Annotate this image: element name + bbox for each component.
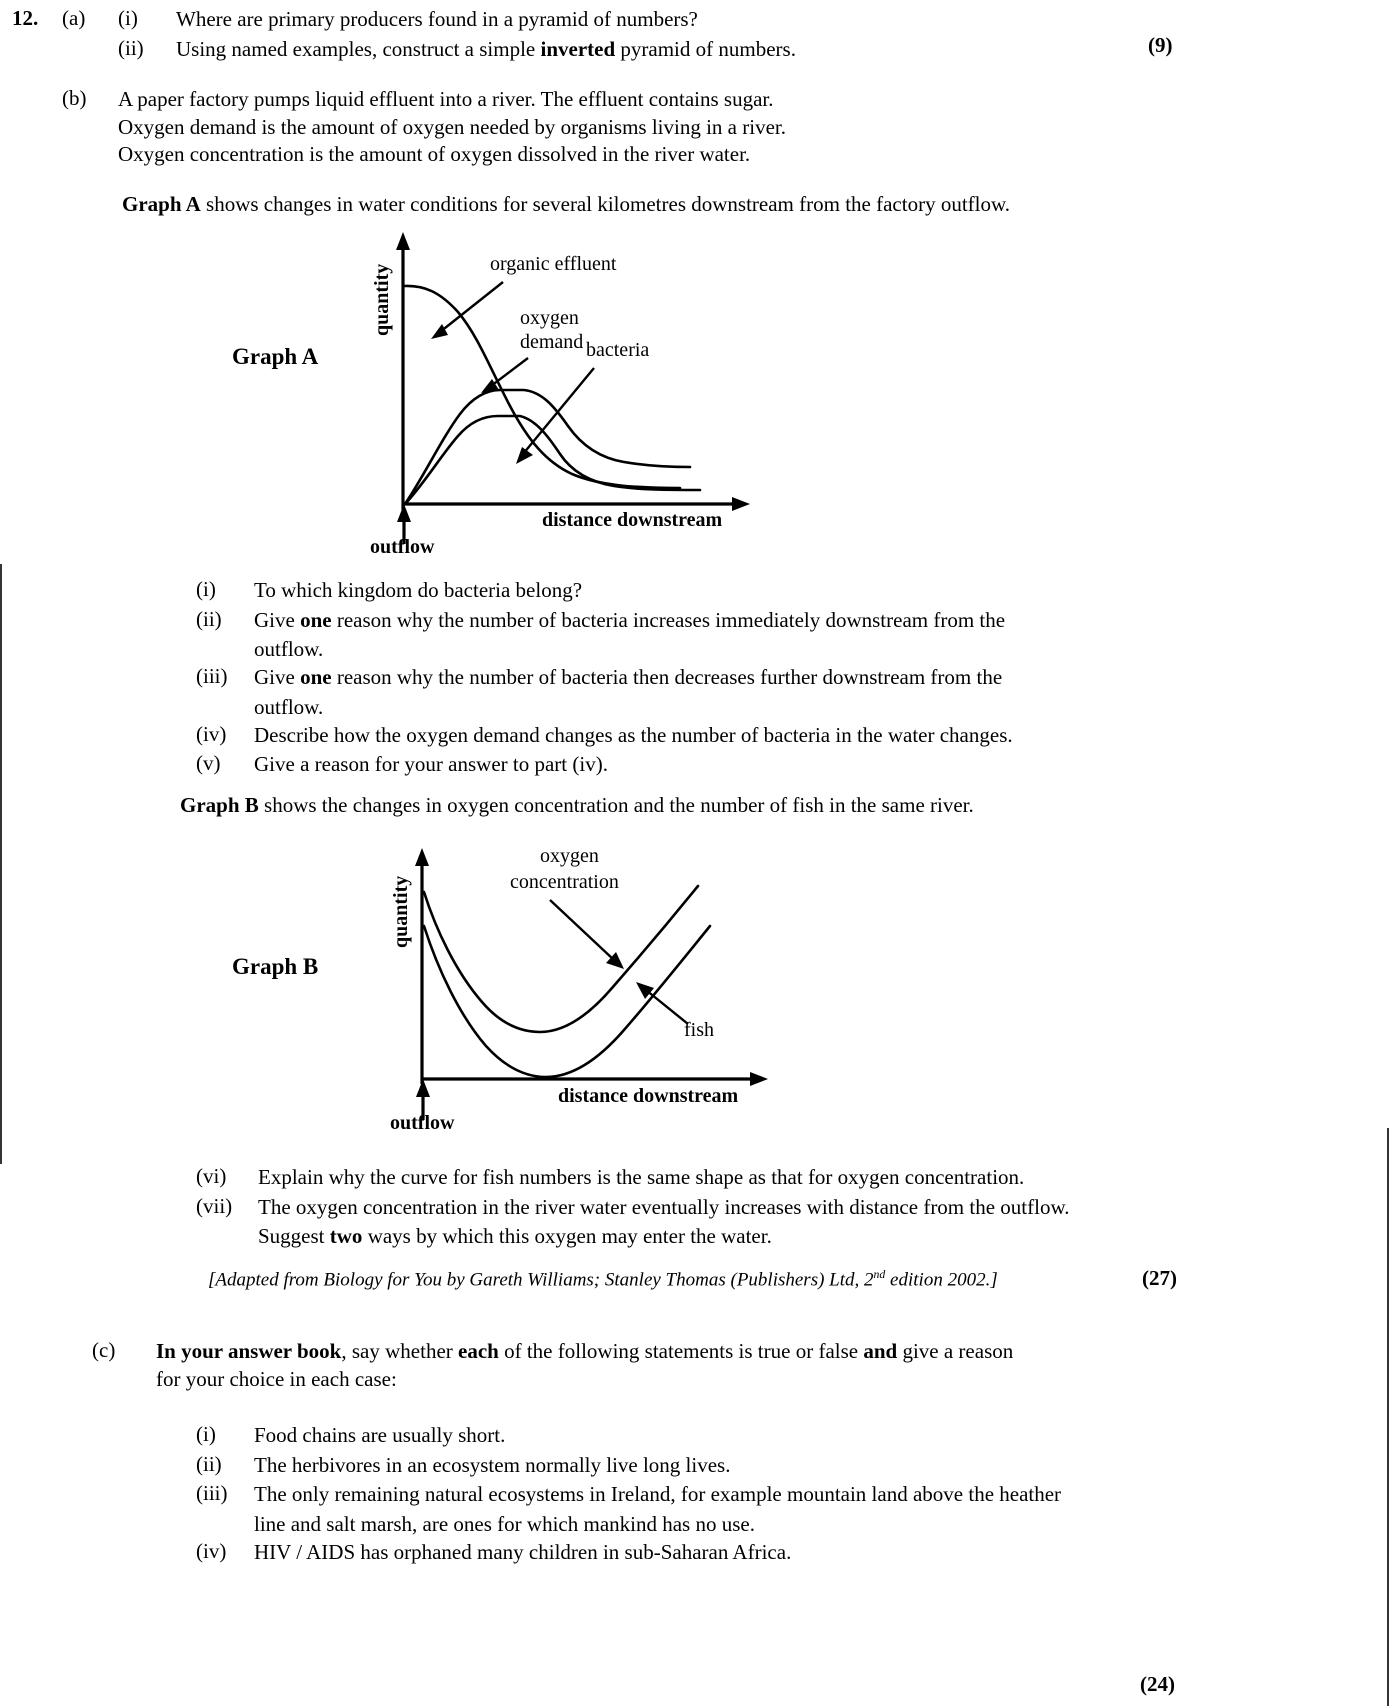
question-part-c [0, 1338, 1389, 1393]
question-item [196, 722, 1196, 750]
item-text: Describe how the oxygen demand changes as the number of bacteria in the water changes. [254, 722, 1013, 747]
item-text [254, 607, 1196, 635]
graph-a-x-axis-label: distance downstream [542, 509, 723, 531]
item-continuation: outflow. [254, 637, 324, 662]
part-c-intro-line-1 [0, 1338, 1389, 1366]
item-text-ii [176, 36, 796, 64]
item-post: reason why the number of bacteria then decreases further downstream from the [331, 665, 1003, 690]
question-item [196, 1481, 1206, 1509]
item-marker: (iv) [196, 1538, 227, 1563]
graph-b-x-axis [422, 1072, 768, 1086]
item-text: HIV / AIDS has orphaned many children in sub-Saharan Africa. [254, 1539, 792, 1564]
question-item [196, 607, 1196, 635]
part-c-intro-text-2: for your choice in each case: [156, 1366, 397, 1391]
graph-b-figure [228, 836, 808, 1146]
item-continuation: line and salt marsh, are ones for which mankind has no use. [254, 1512, 755, 1537]
graph-a-label-organic-effluent: organic effluent [490, 253, 617, 275]
question-item [196, 1194, 1206, 1222]
part-b-line-1 [0, 86, 1389, 114]
question-item [196, 1164, 1206, 1192]
graph-b-svg [228, 836, 808, 1146]
part-b-text-3: Oxygen concentration is the amount of oxygen dissolved in the river water. [118, 142, 751, 167]
part-c-mid-2: of the following statements is true or false [498, 1339, 864, 1363]
item-post: reason why the number of bacteria increases immediately downstream from the [331, 607, 1006, 632]
item-marker: (iii) [196, 664, 228, 689]
graph-b-title: Graph B [232, 954, 319, 979]
item-marker: (iii) [196, 1481, 228, 1506]
question-a-item-ii [0, 36, 1389, 64]
question-item [196, 664, 1196, 692]
part-letter-c: (c) [92, 1338, 116, 1362]
item-bold: one [300, 607, 332, 632]
part-c-intro-line-2 [0, 1366, 1389, 1394]
graph-b-lead-bold: Graph B [180, 793, 259, 817]
part-letter-b: (b) [62, 86, 87, 110]
item-marker: (iv) [196, 721, 227, 746]
graph-b-label-fish: fish [684, 1019, 714, 1041]
question-b-items-second [196, 1164, 1206, 1251]
graph-b-y-axis [415, 848, 429, 1084]
graph-b-annotation-oxygen-concentration [510, 845, 624, 969]
part-c-bold-3: and [863, 1339, 898, 1363]
graph-b-annotation-fish [636, 982, 714, 1041]
graph-b-lead-rest: shows the changes in oxygen concentration and the number of fish in the same river. [258, 793, 974, 817]
part-b-text-2: Oxygen demand is the amount of oxygen needed by organisms living in a river. [118, 114, 786, 139]
cont-pre: Suggest [258, 1224, 330, 1249]
graph-a-figure [228, 226, 788, 556]
graph-a-origin-label: outflow [370, 536, 435, 556]
item-ii-post: pyramid of numbers. [615, 36, 796, 61]
item-marker: (v) [196, 751, 221, 776]
graph-b-label-oxygen-concentration-2: concentration [510, 871, 619, 893]
item-text [254, 664, 1196, 692]
graph-b-y-axis-label: quantity [390, 875, 412, 948]
item-text: Give a reason for your answer to part (iv). [254, 752, 608, 777]
item-continuation [196, 1223, 1206, 1251]
citation-superscript: nd [873, 1268, 886, 1281]
graph-a-svg [228, 226, 788, 556]
item-marker: (vii) [196, 1193, 233, 1218]
question-part-a [0, 6, 1389, 63]
cont-post: ways by which this oxygen may enter the water. [362, 1224, 772, 1249]
graph-b-lead-in [180, 793, 974, 818]
item-text: The only remaining natural ecosystems in Ireland, for example mountain land above the heather [254, 1482, 1062, 1507]
item-pre: Give [254, 607, 301, 632]
question-item [196, 577, 1196, 605]
item-marker-ii: (ii) [118, 35, 144, 60]
item-marker: (ii) [196, 1451, 222, 1476]
item-text: Explain why the curve for fish numbers is the same shape as that for oxygen concentration. [258, 1165, 1025, 1189]
citation-post: edition 2002.] [885, 1269, 998, 1291]
part-b-line-3 [0, 141, 1389, 169]
item-text-i: Where are primary producers found in a pyramid of numbers? [176, 7, 698, 31]
part-c-bold-1: In your answer book [156, 1339, 342, 1363]
graph-a-y-axis [396, 232, 410, 510]
item-marker: (i) [196, 1422, 216, 1446]
graph-a-title: Graph A [232, 344, 319, 369]
question-item [196, 1452, 1206, 1480]
marks-part-a: (9) [1148, 33, 1173, 57]
item-marker: (ii) [196, 606, 222, 631]
graph-b-curve-fish [424, 926, 710, 1077]
item-marker: (i) [196, 577, 216, 601]
question-number: 12. [12, 6, 39, 30]
graph-a-y-axis-label: quantity [371, 263, 393, 336]
graph-a-label-oxygen-demand-2: demand [520, 331, 584, 353]
graph-a-label-oxygen-demand-1: oxygen [520, 307, 579, 329]
question-item [196, 1422, 1206, 1450]
item-text: To which kingdom do bacteria belong? [254, 578, 583, 602]
part-c-mid-3: give a reason [897, 1339, 1014, 1363]
graph-a-lead-rest: shows changes in water conditions for several kilometres downstream from the factory outflow. [200, 192, 1011, 216]
item-ii-pre: Using named examples, construct a simple [176, 36, 541, 61]
part-b-line-2 [0, 114, 1389, 142]
item-text: The herbivores in an ecosystem normally live long lives. [254, 1452, 731, 1477]
item-text: The oxygen concentration in the river water eventually increases with distance from the outflow. [258, 1194, 1070, 1219]
graph-a-lead-in [122, 192, 1010, 217]
question-item [196, 1539, 1206, 1567]
item-ii-bold: inverted [540, 36, 616, 61]
item-text: Food chains are usually short. [254, 1423, 506, 1447]
question-c-items [196, 1422, 1206, 1569]
part-letter-a: (a) [62, 6, 86, 30]
scan-edge-left [0, 564, 2, 1164]
citation-pre: [Adapted from Biology for You by Gareth Williams; Stanley Thomas (Publishers) Ltd, 2 [208, 1269, 874, 1291]
item-marker: (vi) [196, 1164, 227, 1188]
item-pre: Give [254, 665, 301, 690]
item-marker-i: (i) [118, 6, 138, 30]
source-citation [208, 1268, 998, 1291]
question-a-item-i [0, 6, 1389, 34]
part-b-text-1: A paper factory pumps liquid effluent into a river. The effluent contains sugar. [118, 87, 774, 111]
graph-a-label-bacteria: bacteria [586, 339, 650, 361]
part-c-bold-2: each [458, 1339, 499, 1363]
item-continuation: outflow. [254, 694, 324, 719]
graph-b-origin-label: outflow [390, 1112, 455, 1134]
part-c-mid-1: , say whether [341, 1339, 459, 1363]
marks-part-b: (27) [1142, 1266, 1177, 1290]
part-c-intro-text [118, 1338, 1013, 1366]
marks-part-c: (24) [1140, 1672, 1175, 1696]
graph-b-label-oxygen-concentration-1: oxygen [540, 845, 599, 867]
question-b-items-first [196, 577, 1196, 781]
item-bold: one [300, 665, 332, 690]
question-item [196, 751, 1196, 779]
cont-bold: two [329, 1224, 363, 1249]
graph-b-x-axis-label: distance downstream [558, 1085, 739, 1107]
graph-b-curve-oxygen-concentration [424, 886, 698, 1032]
graph-a-lead-bold: Graph A [122, 192, 201, 216]
question-part-b-intro [0, 86, 1389, 169]
